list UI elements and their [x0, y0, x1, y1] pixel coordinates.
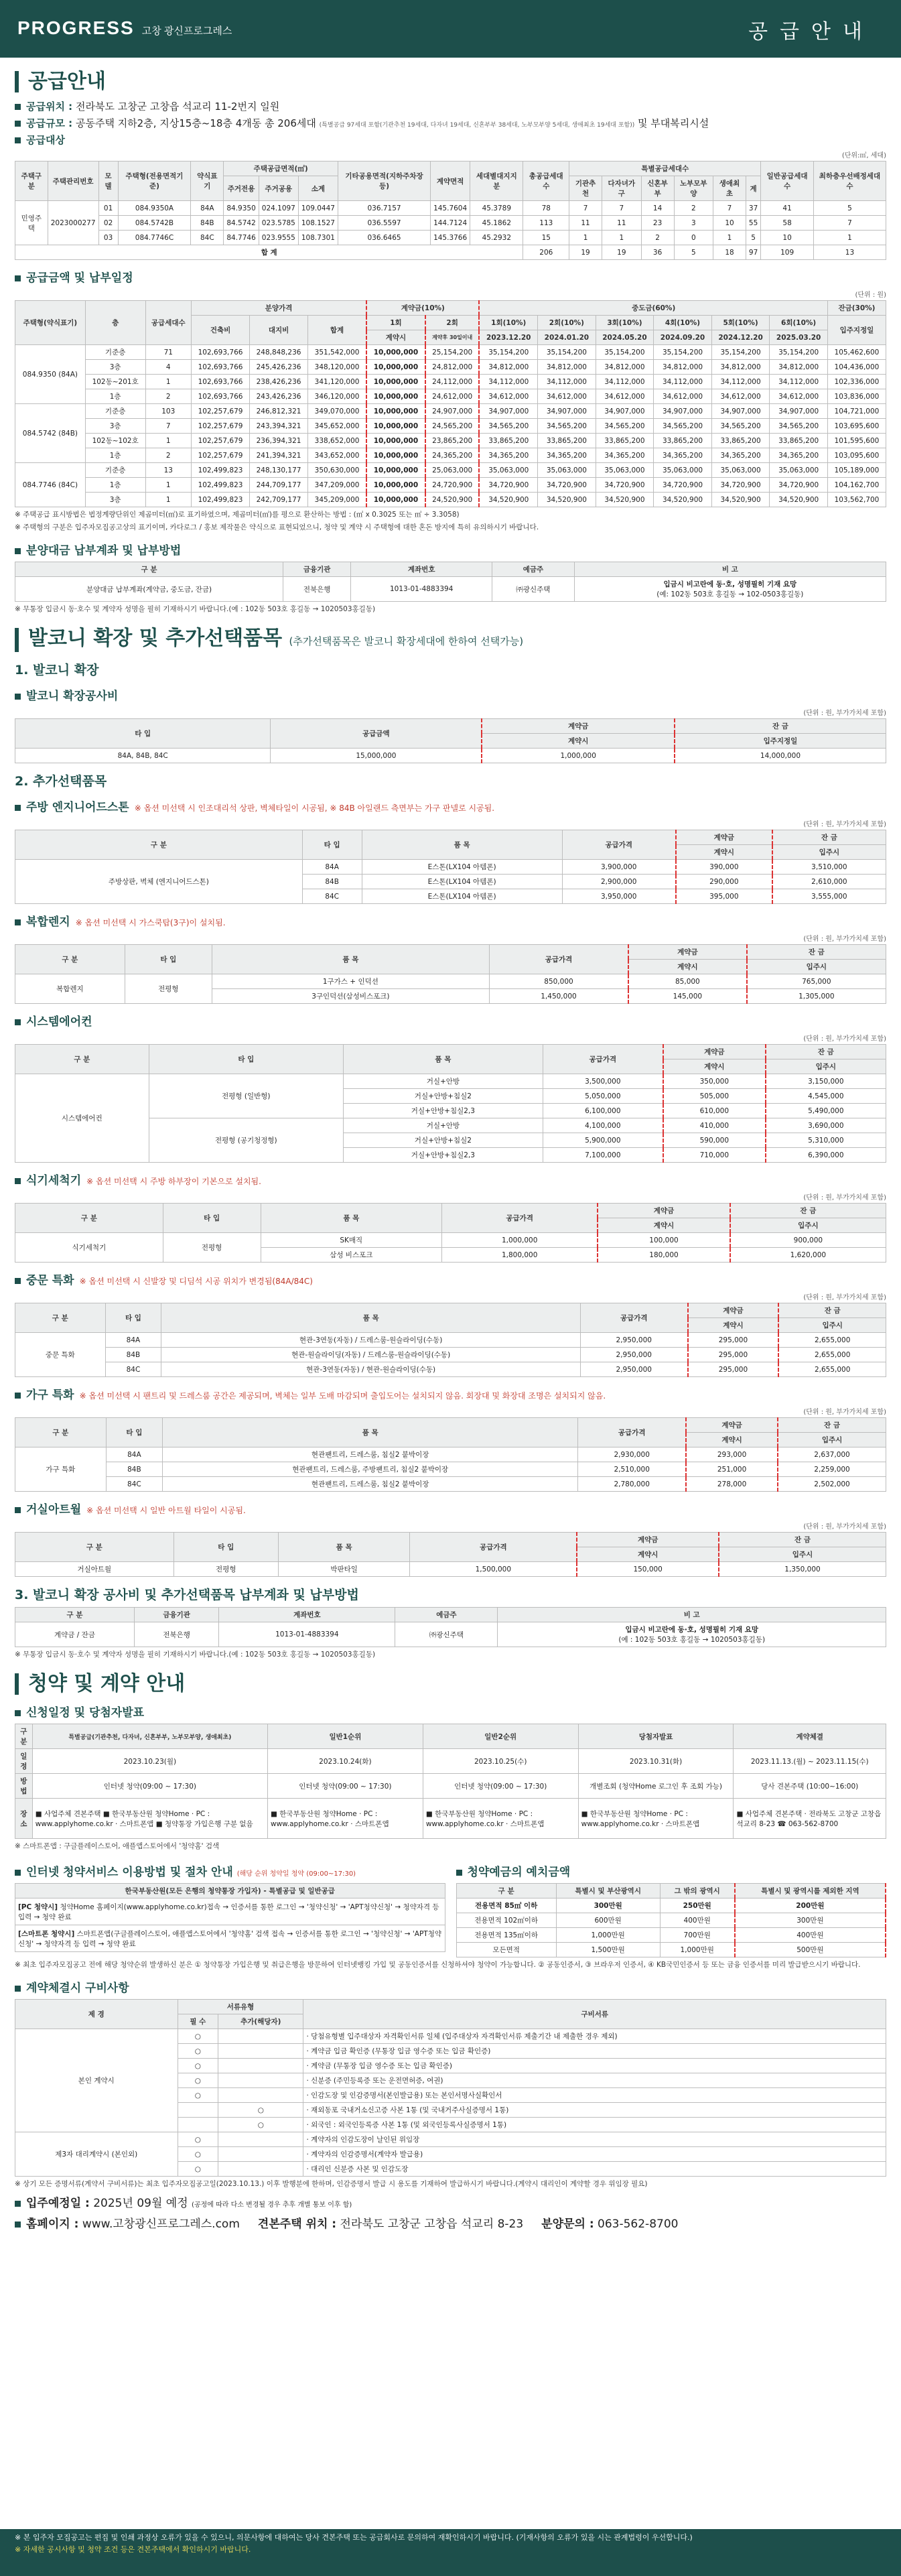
section-title-balcony: 발코니 확장 및 추가선택품목 (추가선택품목은 발코니 확장세대에 한하여 선택가능) [15, 628, 886, 652]
supply-target-table: 주택구분 주택관리번호 모델 주택형(전용면적기준) 약식표기 주택공급면적(㎡) 기타공용면적(지하주차장등) 계약면적 세대별대지지분 총공급세대수 특별공급세대수 일반공급세대수 최하층우선배정세대수 주거전용 주거공용 소계 기관추천 다자녀가구 신혼부부 노부모부양 생애최초 계 민영주택 2023000277 01 084.9350A 84A 84.9350 024.1097 109.0447 036.7157 145.7604 45.3789 78 7 7 14 2 7 37 41 5 02 084.5742B 84B 84.5742 023.5785 108.1527 036.5597 144.7124 45.1862 113 11 11 23 3 10 55 58 7 03 084.7746C 84C 84.7746 023.9555 108.7301 036.6465 145.3766 45.2932 15 1 1 2 0 1 5 10 1 합 계 206 19 19 36 5 18 97 109 13 [15, 161, 886, 260]
table-row: 본인 계약시 ○ · 당첨유형별 입주대상자 자격확인서류 일체 (입주대상자 자격확인서류 제출기간 내 제출한 경우 제외) [15, 2029, 886, 2044]
table-row: 02 084.5742B 84B 84.5742 023.5785 108.1527 036.5597 144.7124 45.1862 113 11 11 23 3 10 55 58 7 [15, 216, 886, 231]
table-row: 삼성 비스포크 1,800,000 180,000 1,620,000 [15, 1248, 886, 1263]
option-table-dish: 구 분 타 입 품 목 공급가격 계약금 잔 금 계약시 입주시 식기세척기 전평형 SK매직 1,000,000 100,000 900,000 삼성 비스포크 1,800,000 180,000 1,620,000 [15, 1203, 886, 1263]
table-row: ○ · 신분증 (주민등록증 또는 운전면허증, 여권) [15, 2073, 886, 2088]
table-row: 3층 1 102,499,823 242,709,177 345,209,000 10,000,000 24,520,900 34,520,900 34,520,900 34,520,900 34,520,900 34,520,900 34,520,900 103,562,700 [15, 493, 886, 507]
table-row: 전평형 (공기청정형) 거실+안방 4,100,000 410,000 3,690,000 [15, 1118, 886, 1133]
option-title-kitchen: 주방 엔지니어드스톤 ※ 옵션 미선택 시 인조대리석 상판, 벽체타일이 시공됨, ※ 84B 아일랜드 측면부는 가구 판넬로 시공됨. [15, 797, 886, 814]
table-row: 3층 4 102,693,766 245,426,236 348,120,000 10,000,000 24,812,000 34,812,000 34,812,000 34,812,000 34,812,000 34,812,000 34,812,000 104,436,000 [15, 360, 886, 375]
documents-table: 제 경 서류유형 구비서류 필 수 추가(해당자) 본인 계약시 ○ · 당첨유형별 입주대상자 자격확인서류 일체 (입주대상자 자격확인서류 제출기간 내 제출한 경우 제외) ○ · 계약금 입금 확인증 (무통장 입금 영수증 또는 입금 확인증) ○ · 계약금 (무통장 입금 영수증 또는 입금 확인증) ○ · 신분증 (주민등록증 또는 운전면허증, 여권) ○ · 인감도장 및 인감증명서(본인발급용) 또는 본인서명사실확인서 ○ · 재외동포 국내거소신고증 사본 1통 (및 국내거주사실증명서 1통) ○ · 외국인 : 외국인등록증 사본 1통 (및 외국인등록사실증명서 1통) 제3자 대리계약시 (본인외) ○ · 계약자의 인감도장이 날인된 위임장 ○ · 계약자의 인감증명서(계약자 발급용) ○ · 대리인 신분증 사본 및 인감도장 [15, 1999, 886, 2177]
internet-guide-table: 한국부동산원(모든 은행의 청약통장 가입자) - 특별공급 및 일반공급 [PC 청약시] 청약Home 홈페이지(www.applyhome.co.kr)접속 → 인증서를 통한 로그인 → '청약신청' → 'APT청약신청' → 청약자격 등 입력 → 청약 완료 [스마트폰 청약시] 스마트폰앱(구글플레이스토어, 애플앱스토어에서 '청약홈' 검색 접속 → 인증서를 통한 로그인 → '청약신청' → 'APT청약신청' → 청약자격 등 입력 → 청약 완료 [15, 1883, 445, 1952]
table-row: 모든면적 1,500만원 1,000만원 500만원 [456, 1943, 886, 1957]
table-row: ○ · 계약금 입금 확인증 (무통장 입금 영수증 또는 입금 확인증) [15, 2044, 886, 2059]
table-row: ○ · 계약금 (무통장 입금 영수증 또는 입금 확인증) [15, 2059, 886, 2073]
table-row: 84C 현관-3연동(자동) / 현관-원슬라이딩(수동) 2,950,000 295,000 2,655,000 [15, 1362, 886, 1377]
price-table: 주택형(약식표기) 층 공급세대수 분양가격 계약금(10%) 중도금(60%) 잔금(30%) 건축비 대지비 합계 1회 2회 1회(10%) 2회(10%) 3회(10%) 4회(10%) 5회(10%) 6회(10%) 입주지정일 계약시 계약후 30일이내 2023.12.20 2024.01.20 2024.05.20 2024.09.20 2024.12.20 2025.03.20 084.9350 (84A) 기준층 71 102,693,766 248,848,236 351,542,000 10,000,000 25,154,200 35,154,200 35,154,200 35,154,200 35,154,200 35,154,200 35,154,200 105,462,600 3층 4 102,693,766 245,426,236 348,120,000 10,000,000 24,812,000 34,812,000 34,812,000 34,812,000 34,812,000 34,812,000 34,812,000 104,436,000 102동~201호 1 102,693,766 238,426,236 341,120,000 10,000,000 24,112,000 34,112,000 34,112,000 34,112,000 34,112,000 34,112,000 34,112,000 102,336,000 1층 2 102,693,766 243,426,236 346,120,000 10,000,000 24,612,000 34,612,000 34,612,000 34,612,000 34,612,000 34,612,000 34,612,000 103,836,000 084.5742 (84B) 기준층 103 102,257,679 246,812,321 349,070,000 10,000,000 24,907,000 34,907,000 34,907,000 34,907,000 34,907,000 34,907,000 34,907,000 104,721,000 3층 7 102,257,679 243,394,321 345,652,000 10,000,000 24,565,200 34,565,200 34,565,200 34,565,200 34,565,200 34,565,200 34,565,200 103,695,600 102동~102호 1 102,257,679 236,394,321 338,652,000 10,000,000 23,865,200 33,865,200 33,865,200 33,865,200 33,865,200 33,865,200 33,865,200 101,595,600 1층 2 102,257,679 241,394,321 343,652,000 10,000,000 24,365,200 34,365,200 34,365,200 34,365,200 34,365,200 34,365,200 34,365,200 103,095,600 084.7746 (84C) 기준층 13 102,499,823 248,130,177 350,630,000 10,000,000 25,063,000 35,063,000 35,063,000 35,063,000 35,063,000 35,063,000 35,063,000 105,189,000 1층 1 102,499,823 244,709,177 347,209,000 10,000,000 24,720,900 34,720,900 34,720,900 34,720,900 34,720,900 34,720,900 34,720,900 104,162,700 3층 1 102,499,823 242,709,177 345,209,000 10,000,000 24,520,900 34,520,900 34,520,900 34,520,900 34,520,900 34,520,900 34,520,900 103,562,700 [15, 300, 886, 507]
option-title-tile: 거실아트월 ※ 옵션 미선택 시 일반 아트월 타일이 시공됨. [15, 1500, 886, 1517]
table-row: 84B E스톤(LX104 아템폰) 2,900,000 290,000 2,610,000 [15, 875, 886, 889]
option-title-furn: 가구 특화 ※ 옵션 미선택 시 팬트리 및 드레스룸 공간은 제공되며, 벽체는 일부 도배 마감되며 출입도어는 설치되지 않음. 회장대 및 화장대 조명은 설치되지 않음. [15, 1385, 886, 1402]
table-row: 84C E스톤(LX104 아템폰) 3,950,000 395,000 3,555,000 [15, 889, 886, 904]
brand-logo [17, 17, 232, 39]
table-row: 전용면적 85㎡ 이하 300만원 250만원 200만원 [456, 1898, 886, 1913]
table-row: 중문 특화 84A 현관-3연동(자동) / 드레스룸-원슬라이딩(수동) 2,950,000 295,000 2,655,000 [15, 1333, 886, 1348]
table-row: 제3자 대리계약시 (본인외) ○ · 계약자의 인감도장이 날인된 위임장 [15, 2132, 886, 2147]
section-title-supply: 공급안내 [15, 71, 886, 92]
option-title-ac: 시스템에어컨 [15, 1012, 886, 1029]
schedule-table: 구 분 특별공급(기관추천, 다자녀, 신혼부부, 노부모부양, 생애최초) 일반1순위 일반2순위 당첨자발표 계약체결 일 정 2023.10.23(월) 2023.10.24(화) 2023.10.25(수) 2023.10.31(화) 2023.11.13.(월) ~ 2023.11.15(수) 방 법 인터넷 청약(09:00 ~ 17:30) 인터넷 청약(09:00 ~ 17:30) 인터넷 청약(09:00 ~ 17:30) 개별조회 (청약Home 로그인 후 조회 가능) 당사 견본주택 (10:00~16:00) 장 소 ■ 사업주체 견본주택 ■ 한국부동산원 청약Home · PC : www.applyhome.co.kr · 스마트폰앱 ■ 청약통장 가입은행 구분 없음 ■ 한국부동산원 청약Home · PC : www.applyhome.co.kr · 스마트폰앱 ■ 한국부동산원 청약Home · PC : www.applyhome.co.kr · 스마트폰앱 ■ 한국부동산원 청약Home · PC : www.applyhome.co.kr · 스마트폰앱 ■ 사업주체 견본주택 · 전라북도 고창군 고창읍 석교리 8-23 ☎ 063-562-8700 [15, 1724, 886, 1839]
option-title-dish: 식기세척기 ※ 옵션 미선택 시 주방 하부장이 기본으로 설치됨. [15, 1171, 886, 1187]
table-row: 거실+안방+침실2,3 6,100,000 610,000 5,490,000 [15, 1104, 886, 1118]
unit-label: (단위:㎡, 세대) [841, 152, 886, 159]
table-row: 3구인덕션(삼성비스포크) 1,450,000 145,000 1,305,000 [15, 989, 886, 1004]
option-table-kitchen: 구 분 타 입 품 목 공급가격 계약금 잔 금 계약시 입주시 주방상판, 벽체 (엔지니어드스톤) 84A E스톤(LX104 아템폰) 3,900,000 390,000 3,510,000 84B E스톤(LX104 아템폰) 2,900,000 290,000 2,610,000 84C E스톤(LX104 아템폰) 3,950,000 395,000 3,555,000 [15, 830, 886, 904]
payment-account-table: 구 분 금융기관 계좌번호 예금주 비 고 분양대금 납부계좌(계약금, 중도금, 잔금) 전북은행 1013-01-4883394 ㈜광신주택 입금시 비고란에 동·호, 성명필히 기재 요망 (예: 102동 503호 홍길동 → 102-0503홍길동) [15, 562, 886, 602]
table-row: 084.5742 (84B) 기준층 103 102,257,679 246,812,321 349,070,000 10,000,000 24,907,000 34,907,000 34,907,000 34,907,000 34,907,000 34,907,000 34,907,000 104,721,000 [15, 404, 886, 419]
table-row: 거실아트월 전평형 박판타일 1,500,000 150,000 1,350,000 [15, 1562, 886, 1577]
table-row: ○ · 재외동포 국내거소신고증 사본 1통 (및 국내거주사실증명서 1통) [15, 2103, 886, 2118]
footer-bar: ※ 본 입주자 모집공고는 편집 및 인쇄 과정상 오류가 있을 수 있으니, 의문사항에 대하여는 당사 견본주택 또는 공급회사로 문의하여 재확인하시기 바랍니다. (기재사항의 오류가 있을 시는 관계법령이 우선합니다.) ※ 자세한 공시사항 및 청약 조건 등은 견본주택에서 확인하시기 바랍니다. [0, 2529, 901, 2576]
balcony-table: 타 입 공급금액 계약금 잔 금 계약시 입주지정일 84A, 84B, 84C 15,000,000 1,000,000 14,000,000 [15, 718, 886, 763]
table-row: 전용면적 102㎡이하 600만원 400만원 300만원 [456, 1913, 886, 1928]
header-bar [0, 0, 901, 58]
table-row: 거실+안방+침실2 5,900,000 590,000 5,310,000 [15, 1133, 886, 1148]
table-row: ○ · 계약자의 인감증명서(계약자 발급용) [15, 2147, 886, 2162]
table-row: 3층 7 102,257,679 243,394,321 345,652,000 10,000,000 24,565,200 34,565,200 34,565,200 34,565,200 34,565,200 34,565,200 34,565,200 103,695,600 [15, 419, 886, 434]
table-row: 주방상판, 벽체 (엔지니어드스톤) 84A E스톤(LX104 아템폰) 3,900,000 390,000 3,510,000 [15, 860, 886, 875]
option-table-hood: 구 분 타 입 품 목 공급가격 계약금 잔 금 계약시 입주시 복합렌지 전평형 1구가스 + 인덕션 850,000 85,000 765,000 3구인덕션(삼성비스포크) 1,450,000 145,000 1,305,000 [15, 944, 886, 1004]
bullet-icon [15, 121, 21, 127]
table-row: ○ · 인감도장 및 인감증명서(본인발급용) 또는 본인서명사실확인서 [15, 2088, 886, 2103]
section-title-subscription: 청약 및 계약 안내 [15, 1673, 886, 1695]
bullet-icon [15, 104, 21, 110]
page-title: 공급안내 [748, 20, 874, 44]
table-row: 102동~102호 1 102,257,679 236,394,321 338,652,000 10,000,000 23,865,200 33,865,200 33,865,200 33,865,200 33,865,200 33,865,200 33,865,200 101,595,600 [15, 434, 886, 448]
supply-target: 공급대상 [15, 133, 886, 147]
table-row: 전용면적 135㎡이하 1,000만원 700만원 400만원 [456, 1928, 886, 1943]
option-title-hood: 복합렌지 ※ 옵션 미선택 시 가스쿡탑(3구)이 설치됨. [15, 912, 886, 929]
price-title: 공급금액 및 납부일정 [15, 268, 886, 285]
table-row: 102동~201호 1 102,693,766 238,426,236 341,120,000 10,000,000 24,112,000 34,112,000 34,112,000 34,112,000 34,112,000 34,112,000 34,112,000 102,336,000 [15, 375, 886, 389]
deposit-table: 구 분 특별시 및 부산광역시 그 밖의 광역시 특별시 및 광역시를 제외한 지역 전용면적 85㎡ 이하 300만원 250만원 200만원 전용면적 102㎡이하 600만원 400만원 300만원 전용면적 135㎡이하 1,000만원 700만원 400만원 모든면적 1,500만원 1,000만원 500만원 [456, 1883, 887, 1957]
table-row: 84B 현관-원슬라이딩(자동) / 드레스룸-원슬라이딩(수동) 2,950,000 295,000 2,655,000 [15, 1348, 886, 1362]
table-row: ○ · 대리인 신분증 사본 및 인감도장 [15, 2162, 886, 2177]
page: PROGRESS 고창 광신프로그레스 공급안내 공급안내 공급위치 : 전라북도 고창군 고창읍 석교리 11-2번지 일원 공급규모 : 공동주택 지하2층, 지상15층~18층 4개동 총 206세대 (특별공급 97세대 포함(기관추천 19세대, 다자녀 19세대, 신혼부부 38세대, 노부모부양 5세대, 생애최초 19세대 포함)) 및 부대복리시설 공급대상 (단위:㎡, 세대) 주택구분 주택관리번호 모델 주택형(전용면적기준) 약식표기 주택공급면적(㎡) 기타공용면적(지하주차장등) 계약면적 세대별대지지분 총공급세대수 특별공급세대수 일반공급세대수 최하층우선배정세대수 주거전용 주거공용 소계 기관추천 다자녀가구 신혼부부 노부모부양 생애최초 계 민영주택 2023000277 01 084.9350A 84A 84.9350 024.1097 109.0447 036.7157 145.7604 45.3789 78 7 7 14 2 7 37 41 5 02 084.5742B 84B 84.5742 023.5785 108.1527 036.5597 144.7124 45.1862 113 11 11 23 3 10 55 58 7 03 084.7746C 84C 84.7746 023.9555 108.7301 036.6465 145.3766 45.2932 15 1 1 2 0 1 5 10 1 합 계 206 19 19 36 5 18 97 109 13 공급금액 및 납부일정 (단위 : 원) 주택형(약식표기) 층 공급세대수 분양가격 계약금(10%) 중도금(60%) 잔금(30%) 건축비 대지비 합계 1회 2회 1회(10%) 2회(10%) 3회(10%) 4회(10%) 5회(10%) 6회(10%) 입주지정일 계약시 계약후 30일이내 2023.12.20 2024.01.20 2024.05.20 2024.09.20 2024.12.20 2025.03.20 084.9350 (84A) 기준층 71 102,693,766 248,848,236 351,542,000 10,000,000 25,154,200 35,154,200 35,154,200 35,154,200 35,154,200 35,154,200 35,154,200 105,462,600 3층 4 102,693,766 245,426,236 348,120,000 10,000,000 24,812,000 34,812,000 34,812,000 34,812,000 34,812,000 34,812,000 34,812,000 104,436,000 102동~201호 1 102,693,766 238,426,236 341,120,000 10,000,000 24,112,000 34,112,000 34,112,000 34,112,000 34,112,000 34,112,000 34,112,000 102,336,000 1층 2 102,693,766 243,426,236 346,120,000 10,000,000 24,612,000 34,612,000 34,612,000 34,612,000 34,612,000 34,612,000 34,612,000 103,836,000 084.5742 (84B) 기준층 103 102,257,679 246,812,321 349,070,000 10,000,000 24,907,000 34,907,000 34,907,000 34,907,000 34,907,000 34,907,000 34,907,000 104,721,000 3층 7 102,257,679 243,394,321 345,652,000 10,000,000 24,565,200 34,565,200 34,565,200 34,565,200 34,565,200 34,565,200 34,565,200 103,695,600 102동~102호 1 102,257,679 236,394,321 338,652,000 10,000,000 23,865,200 33,865,200 33,865,200 33,865,200 33,865,200 33,865,200 33,865,200 101,595,600 1층 2 102,257,679 241,394,321 343,652,000 10,000,000 24,365,200 34,365,200 34,365,200 34,365,200 34,365,200 34,365,200 34,365,200 103,095,600 084.7746 (84C) 기준층 13 102,499,823 248,130,177 350,630,000 10,000,000 25,063,000 35,063,000 35,063,000 35,063,000 35,063,000 35,063,000 35,063,000 105,189,000 1층 1 102,499,823 244,709,177 347,209,000 10,000,000 24,720,900 34,720,900 34,720,900 34,720,900 34,720,900 34,720,900 34,720,900 104,162,700 3층 1 102,499,823 242,709,177 345,209,000 10,000,000 24,520,900 34,520,900 34,520,900 34,520,900 34,520,900 34,520,900 34,520,900 103,562,700 ※ 주택공급 표시방법은 법정계량단위인 제곱미터(㎡)로 표기하였으며, 제곱미터(㎡)를 평으로 환산하는 방법 : (㎡ x 0.3025 또는 ㎡ ÷ 3.3058) ※ 주택형의 구분은 입주자모집공고상의 표기이며, 카다로그 / 홍보 제작물은 약식으로 표현되었으니, 청약 및 계약 시 주택형에 대한 혼돈 방지에 특히 유의하시기 바랍니다. 분양대금 납부계좌 및 납부방법 구 분 금융기관 계좌번호 예금주 비 고 분양대금 납부계좌(계약금, 중도금, 잔금) 전북은행 1013-01-4883394 ㈜광신주택 입금시 비고란에 동·호, 성명필히 기재 요망 (예: 102동 503호 홍길동 → 102-0503홍길동) ※ 무통장 입금시 동·호수 및 계약자 성명을 필히 기재하시기 바랍니다.(예 : 102동 503호 홍길동 → 1020503홍길동) 발코니 확장 및 추가선택품목 (추가선택품목은 발코니 확장세대에 한하여 선택가능) 1. 발코니 확장 발코니 확장공사비 (단위 : 원, 부가가치세 포함) 타 입 공급금액 계약금 잔 금 계약시 입주지정일 84A, 84B, 84C 15,000,000 1,000,000 14,000,000 2. 추가선택품목 주방 엔지니어드스톤 ※ 옵션 미선택 시 인조대리석 상판, 벽체타일이 시공됨, ※ 84B 아일랜드 측면부는 가구 판넬로 시공됨. (단위 : 원, 부가가치세 포함) 구 분 타 입 품 목 공급가격 계약금 잔 금 계약시 입주시 주방상판, 벽체 (엔지니어드스톤) 84A E스톤(LX104 아템폰) 3,900,000 390,000 3,510,000 84B E스톤(LX104 아템폰) 2,900,000 290,000 2,610,000 84C E스톤(LX104 아템폰) 3,950,000 395,000 3,555,000 복합렌지 ※ 옵션 미선택 시 가스쿡탑(3구)이 설치됨. (단위 : 원, 부가가치세 포함) 구 분 타 입 품 목 공급가격 계약금 잔 금 계약시 입주시 복합렌지 전평형 1구가스 + 인덕션 850,000 85,000 765,000 3구인덕션(삼성비스포크) 1,450,000 145,000 1,305,000 시스템에어컨 (단위 : 원, 부가가치세 포함) 구 분 타 입 품 목 공급가격 계약금 잔 금 계약시 입주시 시스템에어컨 전평형 (일반형) 거실+안방 3,500,000 350,000 3,150,000 거실+안방+침실2 5,050,000 505,000 4,545,000 거실+안방+침실2,3 6,100,000 610,000 5,490,000 전평형 (공기청정형) 거실+안방 4,100,000 410,000 3,690,000 거실+안방+침실2 5,900,000 590,000 5,310,000 거실+안방+침실2,3 7,100,000 710,000 6,390,000 식기세척기 ※ 옵션 미선택 시 주방 하부장이 기본으로 설치됨. (단위 : 원, 부가가치세 포함) 구 분 타 입 품 목 공급가격 계약금 잔 금 계약시 입주시 식기세척기 전평형 SK매직 1,000,000 100,000 900,000 삼성 비스포크 1,800,000 180,000 1,620,000 중문 특화 ※ 옵션 미선택 시 신발장 및 디딤석 시공 위치가 변경됨(84A/84C) (단위 : 원, 부가가치세 포함) 구 분 타 입 품 목 공급가격 계약금 잔 금 계약시 입주시 중문 특화 84A 현관-3연동(자동) / 드레스룸-원슬라이딩(수동) 2,950,000 295,000 2,655,000 84B 현관-원슬라이딩(자동) / 드레스룸-원슬라이딩(수동) 2,950,000 295,000 2,655,000 84C 현관-3연동(자동) / 현관-원슬라이딩(수동) 2,950,000 295,000 2,655,000 가구 특화 ※ 옵션 미선택 시 팬트리 및 드레스룸 공간은 제공되며, 벽체는 일부 도배 마감되며 출입도어는 설치되지 않음. 회장대 및 화장대 조명은 설치되지 않음. (단위 : 원, 부가가치세 포함) 구 분 타 입 품 목 공급가격 계약금 잔 금 계약시 입주시 가구 특화 84A 현관팬트리, 드레스룸, 침실2 붙박이장 2,930,000 293,000 2,637,000 84B 현관팬트리, 드레스룸, 주방팬트리, 침실2 붙박이장 2,510,000 251,000 2,259,000 84C 현관팬트리, 드레스룸, 침실2 붙박이장 2,780,000 278,000 2,502,000 거실아트월 ※ 옵션 미선택 시 일반 아트월 타일이 시공됨. (단위 : 원, 부가가치세 포함) 구 분 타 입 품 목 공급가격 계약금 잔 금 계약시 입주시 거실아트월 전평형 박판타일 1,500,000 150,000 1,350,000 3. 발코니 확장 공사비 및 추가선택품목 납부계좌 및 납부방법 구 분 금융기관 계좌번호 예금주 비 고 계약금 / 잔금 전북은행 1013-01-4883394 ㈜광신주택 입금시 비고란에 동·호, 성명필히 기재 요망 (예 : 102동 503호 홍길동 → 1020503홍길동) ※ 무통장 입금시 동·호수 및 계약자 성명을 필히 기재하시기 바랍니다.(예 : 102동 503호 홍길동 → 1020503홍길동) 청약 및 계약 안내 신청일정 및 당첨자발표 구 분 특별공급(기관추천, 다자녀, 신혼부부, 노부모부양, 생애최초) 일반1순위 일반2순위 당첨자발표 계약체결 일 정 2023.10.23(월) 2023.10.24(화) 2023.10.25(수) 2023.10.31(화) 2023.11.13.(월) ~ 2023.11.15(수) 방 법 인터넷 청약(09:00 ~ 17:30) 인터넷 청약(09:00 ~ 17:30) 인터넷 청약(09:00 ~ 17:30) 개별조회 (청약Home 로그인 후 조회 가능) 당사 견본주택 (10:00~16:00) 장 소 ■ 사업주체 견본주택 ■ 한국부동산원 청약Home · PC : www.applyhome.co.kr · 스마트폰앱 ■ 청약통장 가입은행 구분 없음 ■ 한국부동산원 청약Home · PC : www.applyhome.co.kr · 스마트폰앱 ■ 한국부동산원 청약Home · PC : www.applyhome.co.kr · 스마트폰앱 ■ 한국부동산원 청약Home · PC : www.applyhome.co.kr · 스마트폰앱 ■ 사업주체 견본주택 · 전라북도 고창군 고창읍 석교리 8-23 ☎ 063-562-8700 ※ 스마트폰앱 : 구글플레이스토어, 애플앱스토어에서 '청약홈' 검색 인터넷 청약서비스 이용방법 및 절차 안내 (해당 순위 청약일 청약 (09:00~17:30) 한국부동산원(모든 은행의 청약통장 가입자) - 특별공급 및 일반공급 [PC 청약시] 청약Home 홈페이지(www.applyhome.co.kr)접속 → 인증서를 통한 로그인 → '청약신청' → 'APT청약신청' → 청약자격 등 입력 → 청약 완료 [스마트폰 청약시] 스마트폰앱(구글플레이스토어, 애플앱스토어에서 '청약홈' 검색 접속 → 인증서를 통한 로그인 → '청약신청' → 'APT청약신청' → 청약자격 등 입력 → 청약 완료 청약예금의 예치금액 구 분 특별시 및 부산광역시 그 밖의 광역시 특별시 및 광역시를 제외한 지역 전용면적 85㎡ 이하 300만원 250만원 200만원 전용면적 102㎡이하 600만원 400만원 300만원 전용면적 135㎡이하 1,000만원 700만원 400만원 모든면적 1,500만원 1,000만원 500만원 ※ 최초 입주자모집공고 전에 해당 청약순위 발생하신 분은 ① 청약통장 가입은행 및 취급은행을 방문하여 인터넷뱅킹 가입 및 공동인증서를 신청하셔야 청약이 가능합니다. ② 공동인증서, ③ 브라우저 인증서, ④ KB국민인증서 등 또는 금융 인증서를 미리 발급받으시기 바랍니다. 계약체결시 구비사항 제 경 서류유형 구비서류 필 수 추가(해당자) 본인 계약시 ○ · 당첨유형별 입주대상자 자격확인서류 일체 (입주대상자 자격확인서류 제출기간 내 제출한 경우 제외) ○ · 계약금 입금 확인증 (무통장 입금 영수증 또는 입금 확인증) ○ · 계약금 (무통장 입금 영수증 또는 입금 확인증) ○ · 신분증 (주민등록증 또는 운전면허증, 여권) ○ · 인감도장 및 인감증명서(본인발급용) 또는 본인서명사실확인서 ○ · 재외동포 국내거소신고증 사본 1통 (및 국내거주사실증명서 1통) ○ · 외국인 : 외국인등록증 사본 1통 (및 외국인등록사실증명서 1통) 제3자 대리계약시 (본인외) ○ · 계약자의 인감도장이 날인된 위임장 ○ · 계약자의 인감증명서(계약자 발급용) ○ · 대리인 신분증 사본 및 인감도장 ※ 상기 모든 증명서류(계약서 구비서류)는 최초 입주자모집공고일(2023.10.13.) 이후 발행분에 한하며, 인감증명서 발급 시 용도를 기재하여 발급하시기 바랍니다.(계약시 대리인이 계약할 경우 위임장 필요) 입주예정일 : 2025년 09월 예정 (공정에 따라 다소 변경될 경우 추후 개별 통보 이후 함) 홈페이지 : www.고창광신프로그레스.com 견본주택 위치 : 전라북도 고창군 고창읍 석교리 8-23 분양문의 : 063-562-8700 ※ 본 입주자 모집공고는 편집 및 인쇄 과정상 오류가 있을 수 있으니, 의문사항에 대하여는 당사 견본주택 또는 공급회사로 문의하여 재확인하시기 바랍니다. (기재사항의 오류가 있을 시는 관계법령이 우선합니다.) ※ 자세한 공시사항 및 청약 조건 등은 견본주택에서 확인하시기 바랍니다. [0, 0, 901, 2576]
supply-scale: 공급규모 : 공동주택 지하2층, 지상15층~18층 4개동 총 206세대 (특별공급 97세대 포함(기관추천 19세대, 다자녀 19세대, 신혼부부 38세대, 노부모부양 5세대, 생애최초 19세대 포함)) 및 부대복리시설 [15, 116, 886, 130]
option-table-furn: 구 분 타 입 품 목 공급가격 계약금 잔 금 계약시 입주시 가구 특화 84A 현관팬트리, 드레스룸, 침실2 붙박이장 2,930,000 293,000 2,637,000 84B 현관팬트리, 드레스룸, 주방팬트리, 침실2 붙박이장 2,510,000 251,000 2,259,000 84C 현관팬트리, 드레스룸, 침실2 붙박이장 2,780,000 278,000 2,502,000 [15, 1417, 886, 1492]
option-payment-table: 구 분 금융기관 계좌번호 예금주 비 고 계약금 / 잔금 전북은행 1013-01-4883394 ㈜광신주택 입금시 비고란에 동·호, 성명필히 기재 요망 (예 : 102동 503호 홍길동 → 1020503홍길동) [15, 1607, 886, 1647]
brand-name: PROGRESS [17, 17, 135, 38]
table-row: 1층 2 102,257,679 241,394,321 343,652,000 10,000,000 24,365,200 34,365,200 34,365,200 34,365,200 34,365,200 34,365,200 34,365,200 103,095,600 [15, 448, 886, 463]
table-row: 시스템에어컨 전평형 (일반형) 거실+안방 3,500,000 350,000 3,150,000 [15, 1074, 886, 1089]
table-row: 084.9350 (84A) 기준층 71 102,693,766 248,848,236 351,542,000 10,000,000 25,154,200 35,154,200 35,154,200 35,154,200 35,154,200 35,154,200 35,154,200 105,462,600 [15, 345, 886, 360]
supply-location: 공급위치 : 전라북도 고창군 고창읍 석교리 11-2번지 일원 [15, 99, 886, 113]
table-row: 84C 현관팬트리, 드레스룸, 침실2 붙박이장 2,780,000 278,000 2,502,000 [15, 1477, 886, 1492]
table-row: 1층 2 102,693,766 243,426,236 346,120,000 10,000,000 24,612,000 34,612,000 34,612,000 34,612,000 34,612,000 34,612,000 34,612,000 103,836,000 [15, 389, 886, 404]
table-row: 거실+안방+침실2 5,050,000 505,000 4,545,000 [15, 1089, 886, 1104]
table-row: 84B 현관팬트리, 드레스룸, 주방팬트리, 침실2 붙박이장 2,510,000 251,000 2,259,000 [15, 1462, 886, 1477]
option-title-mid: 중문 특화 ※ 옵션 미선택 시 신발장 및 디딤석 시공 위치가 변경됨(84A/84C) [15, 1271, 886, 1287]
table-row: 복합렌지 전평형 1구가스 + 인덕션 850,000 85,000 765,000 [15, 974, 886, 989]
table-row: 03 084.7746C 84C 84.7746 023.9555 108.7301 036.6465 145.3766 45.2932 15 1 1 2 0 1 5 10 1 [15, 231, 886, 245]
table-row: 거실+안방+침실2,3 7,100,000 710,000 6,390,000 [15, 1148, 886, 1163]
table-row: 민영주택 2023000277 01 084.9350A 84A 84.9350 024.1097 109.0447 036.7157 145.7604 45.3789 78 7 7 14 2 7 37 41 5 [15, 201, 886, 216]
table-row: 식기세척기 전평형 SK매직 1,000,000 100,000 900,000 [15, 1233, 886, 1248]
table-row: 가구 특화 84A 현관팬트리, 드레스룸, 침실2 붙박이장 2,930,000 293,000 2,637,000 [15, 1447, 886, 1462]
option-table-mid: 구 분 타 입 품 목 공급가격 계약금 잔 금 계약시 입주시 중문 특화 84A 현관-3연동(자동) / 드레스룸-원슬라이딩(수동) 2,950,000 295,000 2,655,000 84B 현관-원슬라이딩(자동) / 드레스룸-원슬라이딩(수동) 2,950,000 295,000 2,655,000 84C 현관-3연동(자동) / 현관-원슬라이딩(수동) 2,950,000 295,000 2,655,000 [15, 1303, 886, 1377]
option-table-tile: 구 분 타 입 품 목 공급가격 계약금 잔 금 계약시 입주시 거실아트월 전평형 박판타일 1,500,000 150,000 1,350,000 [15, 1532, 886, 1577]
bullet-icon [15, 137, 21, 143]
option-table-ac: 구 분 타 입 품 목 공급가격 계약금 잔 금 계약시 입주시 시스템에어컨 전평형 (일반형) 거실+안방 3,500,000 350,000 3,150,000 거실+안방+침실2 5,050,000 505,000 4,545,000 거실+안방+침실2,3 6,100,000 610,000 5,490,000 전평형 (공기청정형) 거실+안방 4,100,000 410,000 3,690,000 거실+안방+침실2 5,900,000 590,000 5,310,000 거실+안방+침실2,3 7,100,000 710,000 6,390,000 [15, 1044, 886, 1163]
table-row: 084.7746 (84C) 기준층 13 102,499,823 248,130,177 350,630,000 10,000,000 25,063,000 35,063,000 35,063,000 35,063,000 35,063,000 35,063,000 35,063,000 105,189,000 [15, 463, 886, 478]
pay-title: 분양대금 납부계좌 및 납부방법 [15, 541, 886, 558]
table-row: 1층 1 102,499,823 244,709,177 347,209,000 10,000,000 24,720,900 34,720,900 34,720,900 34,720,900 34,720,900 34,720,900 34,720,900 104,162,700 [15, 478, 886, 493]
table-row: ○ · 외국인 : 외국인등록증 사본 1통 (및 외국인등록사실증명서 1통) [15, 2118, 886, 2132]
brand-sub: 고창 광신프로그레스 [141, 25, 232, 37]
